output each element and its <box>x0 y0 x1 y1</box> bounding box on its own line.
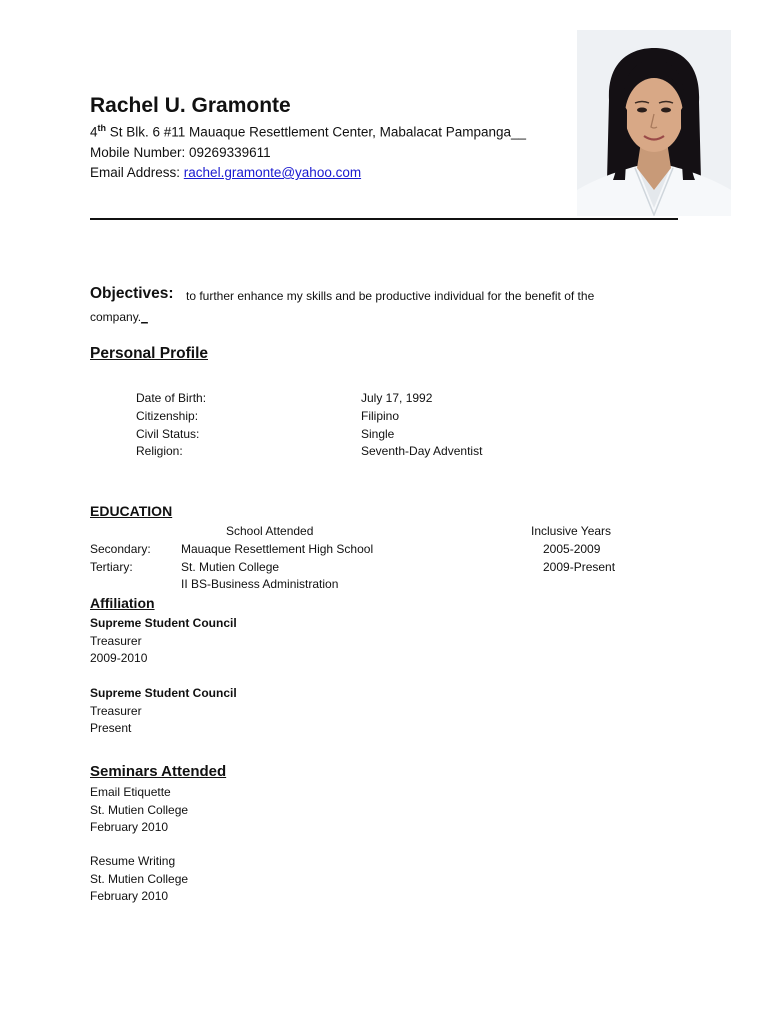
seminar-title: Email Etiquette <box>90 785 171 799</box>
objectives-heading: Objectives: <box>90 285 174 302</box>
seminar-date: February 2010 <box>90 889 169 903</box>
seminars-heading: Seminars Attended <box>90 763 227 780</box>
affiliation-period: 2009-2010 <box>90 651 148 665</box>
personal-profile-heading: Personal Profile <box>90 345 209 362</box>
profile-value: Filipino <box>361 409 400 423</box>
education-col-school: School Attended <box>226 524 314 538</box>
profile-value: July 17, 1992 <box>361 391 433 405</box>
email-link[interactable]: rachel.gramonte@yahoo.com <box>183 165 362 180</box>
email-line: Email Address: rachel.gramonte@yahoo.com <box>90 165 362 180</box>
affiliation-role: Treasurer <box>90 634 142 648</box>
objectives-text-line2: company._ <box>90 310 148 324</box>
education-years: 2009-Present <box>543 560 616 574</box>
profile-label: Citizenship: <box>136 409 199 423</box>
applicant-photo <box>577 30 731 216</box>
education-col-years: Inclusive Years <box>531 524 612 538</box>
mobile-line: Mobile Number: 09269339611 <box>90 145 271 160</box>
affiliation-org: Supreme Student Council <box>90 616 237 630</box>
profile-label: Religion: <box>136 444 183 458</box>
affiliation-org: Supreme Student Council <box>90 686 237 700</box>
education-level: Secondary: <box>90 542 151 556</box>
portrait-illustration <box>577 30 731 216</box>
header-divider <box>90 218 678 220</box>
affiliation-heading: Affiliation <box>90 595 155 611</box>
affiliation-period: Present <box>90 721 132 735</box>
objectives-text-line1: to further enhance my skills and be productive individual for the benefit of the <box>186 289 595 303</box>
profile-label: Date of Birth: <box>136 391 207 405</box>
education-course: II BS-Business Administration <box>181 577 339 591</box>
education-years: 2005-2009 <box>543 542 601 556</box>
profile-value: Seventh-Day Adventist <box>361 444 483 458</box>
profile-value: Single <box>361 427 395 441</box>
profile-label: Civil Status: <box>136 427 200 441</box>
education-school: Mauaque Resettlement High School <box>181 542 374 556</box>
address-line: 4th St Blk. 6 #11 Mauaque Resettlement Center, Mabalacat Pampanga__ <box>90 123 527 140</box>
education-level: Tertiary: <box>90 560 133 574</box>
seminar-venue: St. Mutien College <box>90 872 189 886</box>
education-school: St. Mutien College <box>181 560 280 574</box>
education-heading: EDUCATION <box>90 503 173 519</box>
seminar-date: February 2010 <box>90 820 169 834</box>
applicant-name: Rachel U. Gramonte <box>90 94 291 117</box>
seminar-venue: St. Mutien College <box>90 803 189 817</box>
affiliation-role: Treasurer <box>90 704 142 718</box>
seminar-title: Resume Writing <box>90 854 176 868</box>
